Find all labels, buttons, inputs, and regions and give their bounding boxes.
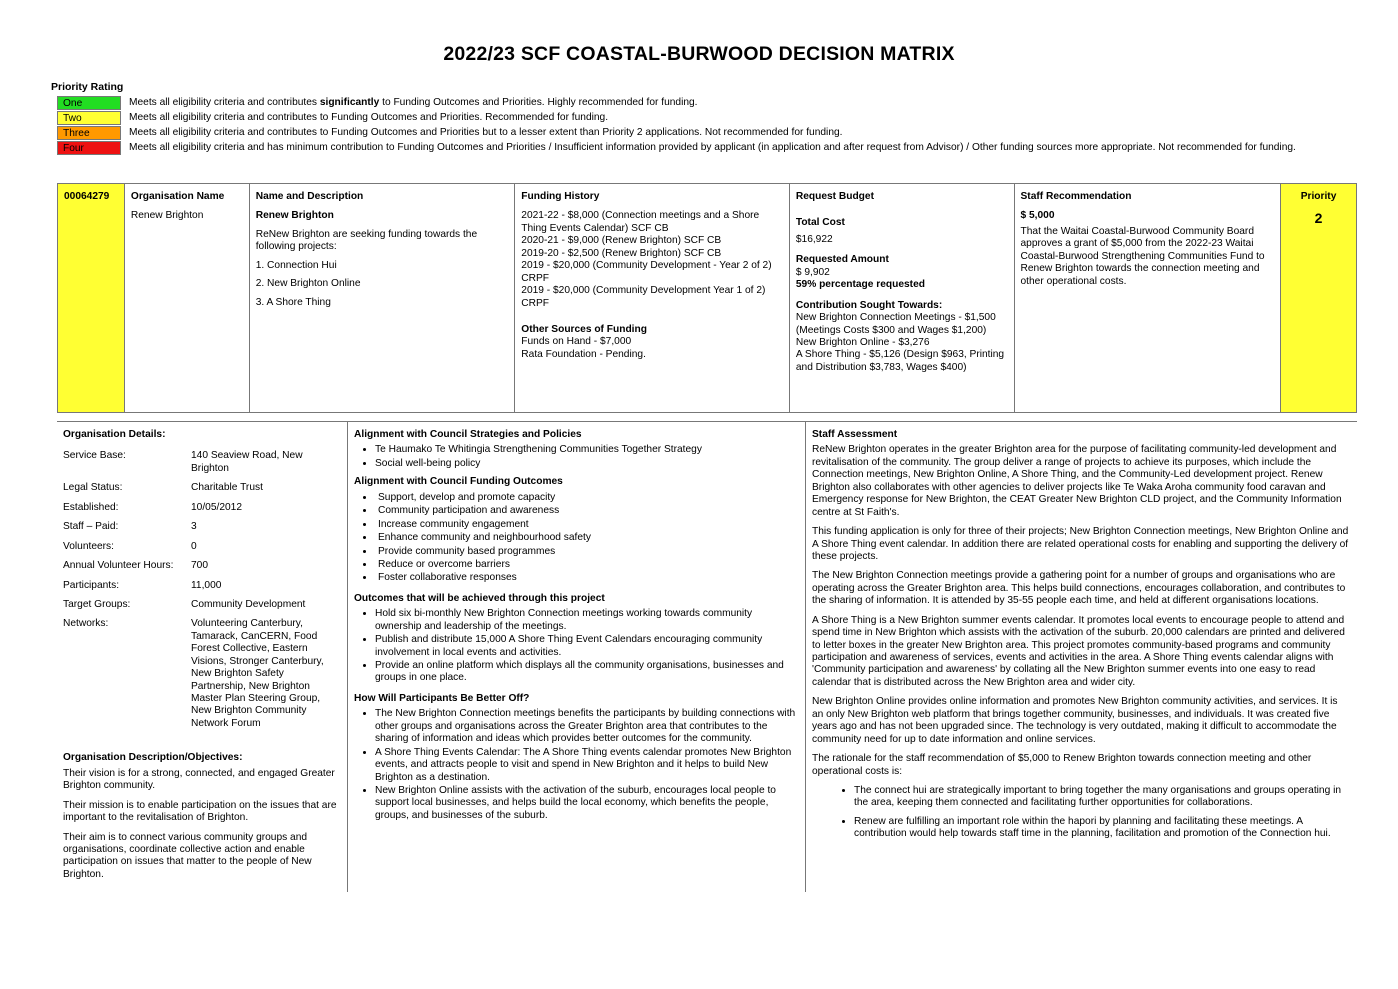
application-summary-table: [57, 183, 1357, 413]
total-cost-value: $16,922: [795, 233, 833, 245]
detail-value: 140 Seaview Road, New Brighton: [191, 450, 303, 474]
assessment-paragraph: The rationale for the staff recommendation of $5,000 to Renew Brighton towards connection meeting and other operational costs is:: [812, 753, 1312, 777]
funding-history-cell: [515, 184, 790, 412]
legend-row-three: [57, 126, 1317, 140]
achieve-heading: Outcomes that will be achieved through this project: [354, 592, 605, 604]
staff-assessment-heading: Staff Assessment: [812, 429, 898, 440]
detail-row: [63, 618, 341, 730]
org-name-cell: [125, 184, 250, 412]
priority-rating-heading: Priority Rating: [51, 81, 124, 93]
detail-value: Charitable Trust: [191, 482, 263, 494]
funding-history-heading: Funding History: [521, 191, 600, 202]
legend-text-one-suffix: to Funding Outcomes and Priorities. Highly recommended for funding.: [379, 97, 698, 108]
list-item: • Provide an online platform which displays all the community organisations, businesses and groups in one place.: [375, 660, 799, 685]
better-off-list: [354, 708, 799, 822]
outcomes-list: [354, 492, 799, 585]
contribution-heading: Contribution Sought Towards:: [795, 299, 943, 311]
page-title: 2022/23 SCF COASTAL-BURWOOD DECISION MATRIX: [443, 43, 955, 65]
achieve-list: [354, 608, 799, 685]
list-item: • A Shore Thing Events Calendar: The A Shore Thing events calendar promotes New Brighton events, and attracts people to visit and spend in New Brighton and it helps to build New Brighton as a destination.: [375, 747, 799, 784]
list-item: • Community participation and awareness: [375, 505, 799, 517]
detail-row: [63, 482, 341, 494]
detail-value: 0: [191, 540, 197, 552]
description-heading: Name and Description: [255, 191, 364, 202]
detail-row: [63, 541, 341, 553]
other-funding-item: Rata Foundation - Pending.: [521, 348, 646, 360]
detail-row: [63, 521, 341, 533]
list-item: • Social well-being policy: [375, 458, 799, 470]
list-item: • Foster collaborative responses: [375, 572, 799, 584]
assessment-paragraph: This funding application is only for three of their projects; New Brighton Connection meetings, New Brighton Online and A Shore Thing event calendar. In addition there are related operational costs for enabling and supporting the delivery of these projects.: [812, 526, 1349, 562]
other-funding-heading: Other Sources of Funding: [521, 323, 647, 335]
detail-row: [63, 450, 341, 475]
project-item: 3. A Shore Thing: [255, 296, 331, 308]
requested-amount-label: Requested Amount: [795, 254, 889, 266]
list-item: • New Brighton Online assists with the activation of the suburb, encourages local people to support local businesses, and helps build the local economy, which benefits the people, groups, and businesses of the suburb.: [375, 785, 799, 822]
contribution-item: A Shore Thing - $5,126 (Design $963, Printing and Distribution $3,783, Wages $400): [795, 349, 1005, 373]
detail-key: Established:: [63, 501, 119, 513]
funding-history-item: 2019 - $20,000 (Community Development Year 1 of 2) CRPF: [521, 285, 766, 309]
legend-text-two: Meets all eligibility criteria and contributes to Funding Outcomes and Priorities. Recommended for funding.: [129, 112, 609, 123]
assessment-paragraph: ReNew Brighton operates in the greater Brighton area for the purpose of facilitating community-led development and revitalisation of the community. The group deliver a range of projects to achieve its purposes, which include the Connection meetings, New Brighton Online, A Shore Thing, and the Community-Led development project. Renew Brighton also collaborates with other agencies to deliver projects like Te Waka Aroha community food caravan and Emergency response for New Brighton, the CEAT Greater New Brighton CLD project, and the Community Information centre at St Faith's.: [812, 444, 1342, 518]
legend-swatch-four: Four: [57, 141, 121, 155]
funding-history-item: 2021-22 - $8,000 (Connection meetings and a Shore Thing Events Calendar) SCF CB: [521, 210, 760, 234]
request-budget-cell: [790, 184, 1015, 412]
recommended-amount: $ 5,000: [1020, 210, 1055, 222]
list-item: • Provide community based programmes: [375, 546, 799, 558]
request-budget-heading: Request Budget: [795, 191, 874, 202]
list-item: • Hold six bi-monthly New Brighton Connection meetings working towards community ownership and leadership of the meetings.: [375, 608, 799, 633]
legend-row-two: [57, 111, 1317, 125]
other-funding-item: Funds on Hand - $7,000: [521, 336, 632, 348]
legend-text-one-prefix: Meets all eligibility criteria and contributes: [129, 97, 320, 108]
assessment-paragraph: A Shore Thing is a New Brighton summer events calendar. It promotes local events to encourage people to attend and spend time in New Brighton which assists with the activation of the suburb. 20,000 calendars are printed and delivered to letter boxes in the greater New Brighton area. This project promotes community-based programs and community participation and awareness of services, events and activities in the area. A Shore Thing events calendar aligns with 'Community participation and awareness' by collating all the New Brighton summer events into one easy to read calendar that is distributed across the New Brighton area and wider city.: [812, 614, 1345, 688]
description-text: ReNew Brighton are seeking funding towards the following projects:: [255, 228, 478, 253]
list-item: • Reduce or overcome barriers: [375, 559, 799, 571]
legend-text-four: Meets all eligibility criteria and has minimum contribution to Funding Outcomes and Priorities / Insufficient information provided by applicant (in application and after request from Advisor) / Other funding sources more appropriate. Not recommended for funding.: [129, 142, 1296, 153]
strategies-list: [354, 444, 799, 470]
list-item: • Publish and distribute 15,000 A Shore Thing Event Calendars encouraging community involvement in local events and activities.: [375, 634, 799, 659]
priority-cell: [1281, 184, 1356, 412]
project-item: 1. Connection Hui: [255, 259, 337, 271]
staff-assessment-column: [806, 422, 1357, 892]
priority-heading: Priority: [1300, 191, 1337, 202]
legend-text-one-bold: significantly: [319, 97, 380, 108]
org-description-paragraph: Their vision is for a strong, connected, and engaged Greater Brighton community.: [63, 767, 335, 792]
detail-value: 3: [191, 521, 197, 533]
legend-row-four: [57, 141, 1317, 155]
contribution-item: New Brighton Online - $3,276: [795, 336, 930, 348]
detail-key: Target Groups:: [63, 598, 131, 610]
assessment-paragraph: New Brighton Online provides online information and promotes New Brighton community activities, and services. It is an only New Brighton web platform that brings together community, businesses, and individuals. It was created five years ago and has not been upgraded since. The technology is very outdated, making it difficult to accommodate the community need for up to date information and online services.: [812, 696, 1338, 745]
priority-legend: [57, 96, 1317, 155]
detail-key: Volunteers:: [63, 540, 114, 552]
staff-recommendation-cell: [1015, 184, 1282, 412]
requested-amount-value: $ 9,902: [795, 266, 830, 278]
legend-row-one: [57, 96, 1317, 110]
legend-swatch-two: Two: [57, 111, 121, 125]
detail-key: Networks:: [63, 618, 109, 630]
application-id-cell: [58, 184, 125, 412]
funding-history-item: 2019-20 - $2,500 (Renew Brighton) SCF CB: [521, 247, 722, 259]
detail-key: Service Base:: [63, 450, 126, 462]
application-id: 00064279: [64, 191, 110, 202]
list-item: • Renew are fulfilling an important role within the hapori by planning and facilitating these meetings. A contribution would help towards staff time in the planning, facilitation and promotion of the Connection hui.: [854, 816, 1351, 841]
legend-text-one: [129, 96, 698, 109]
detail-key: Participants:: [63, 579, 120, 591]
detail-key: Legal Status:: [63, 482, 123, 494]
list-item: • Increase community engagement: [375, 519, 799, 531]
detail-value: Community Development: [191, 598, 306, 610]
description-cell: [250, 184, 516, 412]
recommendation-text: That the Waitai Coastal-Burwood Community Board approves a grant of $5,000 from the 2022-23 Waitai Coastal-Burwood Strengthening Communities Fund to Renew Brighton towards the connection meeting and other operational costs.: [1020, 225, 1265, 287]
list-item: • Enhance community and neighbourhood safety: [375, 532, 799, 544]
rationale-list: [812, 785, 1351, 841]
detail-row: [63, 502, 341, 514]
detail-value: 11,000: [191, 579, 222, 591]
assessment-paragraph: The New Brighton Connection meetings provide a gathering point for a number of groups and organisations who are operating across the Greater Brighton area. This helps build connections, encourages collaboration, and contributes to the sharing of information. It is attended by 35-55 people each time, and held at different organisations locations.: [812, 570, 1346, 607]
priority-value: 2: [1314, 210, 1323, 227]
detail-value: 700: [191, 560, 208, 572]
legend-text-three: Meets all eligibility criteria and contributes to Funding Outcomes and Priorities but to a lesser extent than Priority 2 applications. Not recommended for funding.: [129, 127, 843, 138]
org-description-heading: Organisation Description/Objectives:: [63, 752, 243, 764]
organisation-details-column: [57, 422, 348, 892]
list-item: • The New Brighton Connection meetings benefits the participants by building connections with other groups and organisations across the Greater Brighton area that contributes to the sharing of information and ideas which provides better outcomes for the community.: [375, 708, 799, 745]
detail-row: [63, 599, 341, 611]
org-description-paragraph: Their mission is to enable participation on the issues that are important to the revitalisation of Brighton.: [63, 799, 337, 824]
contribution-item: New Brighton Connection Meetings - $1,500 (Meetings Costs $300 and Wages $1,200): [795, 312, 996, 336]
project-item: 2. New Brighton Online: [255, 278, 361, 290]
org-details-heading: Organisation Details:: [63, 429, 166, 440]
strategies-heading: Alignment with Council Strategies and Policies: [354, 429, 582, 440]
description-title: Renew Brighton: [255, 210, 334, 222]
list-item: • Te Haumako Te Whitingia Strengthening Communities Together Strategy: [375, 444, 799, 456]
org-description-paragraph: Their aim is to connect various community groups and organisations, coordinate collective action and enable participation on issues that matter to the people of New Brighton.: [63, 831, 312, 880]
legend-swatch-one: One: [57, 96, 121, 110]
list-item: • Support, develop and promote capacity: [375, 492, 799, 504]
outcomes-heading: Alignment with Council Funding Outcomes: [354, 476, 563, 488]
detail-key: Staff – Paid:: [63, 521, 119, 533]
better-off-heading: How Will Participants Be Better Off?: [354, 692, 530, 704]
detail-value: 10/05/2012: [191, 501, 242, 513]
funding-history-item: 2020-21 - $9,000 (Renew Brighton) SCF CB: [521, 235, 722, 247]
legend-swatch-three: Three: [57, 126, 121, 140]
detail-key: Annual Volunteer Hours:: [63, 560, 174, 572]
funding-history-item: 2019 - $20,000 (Community Development - Year 2 of 2) CRPF: [521, 260, 772, 284]
list-item: • The connect hui are strategically important to bring together the many organisations and groups operating in the area, keeping them connected and facilitating further opportunities for collaborations.: [854, 785, 1351, 810]
detail-value: Volunteering Canterbury, Tamarack, CanCERN, Food Forest Collective, Eastern Visions, Stronger Canterbury, New Brighton Safety Partnership, New Brighton Master Plan Steering Group, New Brighton Community Network Forum: [191, 618, 324, 729]
staff-recommendation-heading: Staff Recommendation: [1020, 191, 1132, 202]
total-cost-label: Total Cost: [795, 217, 845, 229]
requested-percentage: 59% percentage requested: [795, 279, 925, 291]
detail-row: [63, 580, 341, 592]
detail-row: [63, 560, 341, 572]
alignment-column: [348, 422, 806, 892]
org-name: Renew Brighton: [130, 210, 204, 222]
detail-section: [57, 421, 1357, 892]
org-name-heading: Organisation Name: [130, 191, 225, 202]
